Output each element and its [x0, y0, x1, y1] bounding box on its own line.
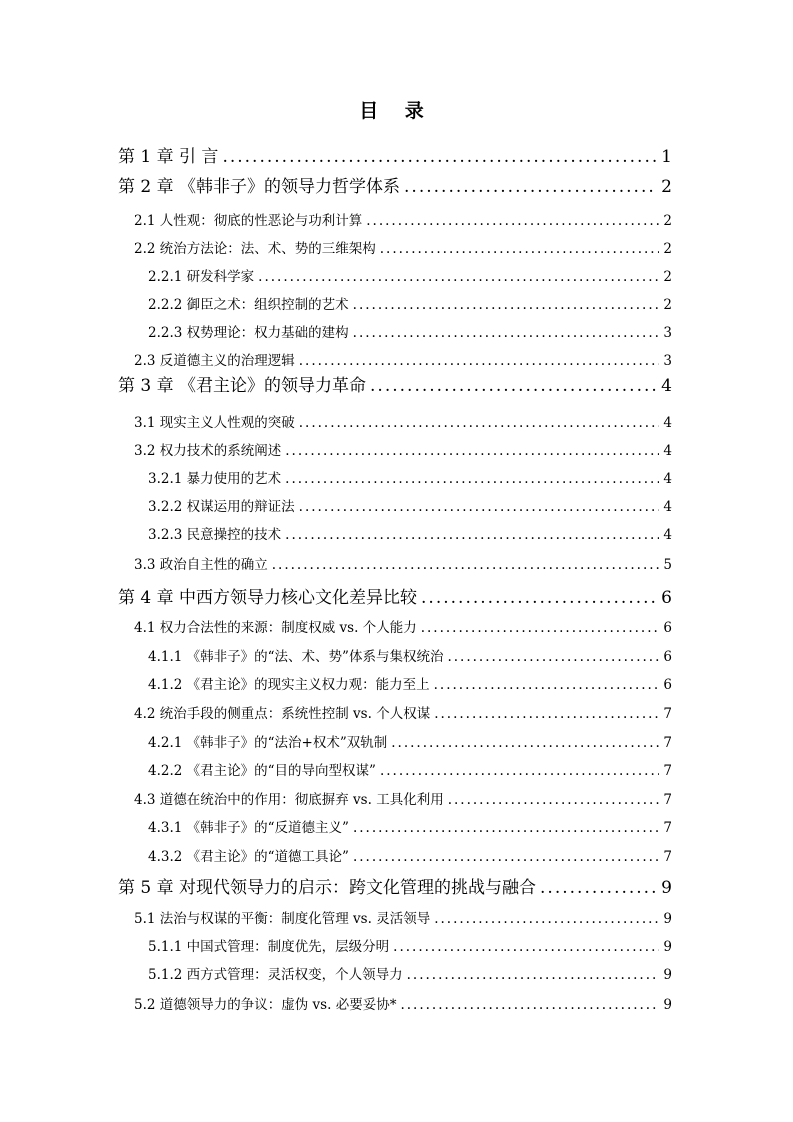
toc-leader-dots	[285, 521, 659, 549]
toc-page-number: 9	[663, 967, 672, 983]
toc-leader-dots	[380, 235, 660, 263]
toc-entry-label: 4.2 统治手段的侧重点：系统性控制 vs. 个人权谋	[134, 706, 431, 722]
toc-page-number: 3	[663, 353, 672, 369]
toc-entry-label: 4.3.1 《韩非子》的“反道德主义”	[148, 820, 349, 836]
toc-page-number: 7	[663, 735, 672, 751]
toc-entry-label: 5.1.2 西方式管理：灵活权变，个人领导力	[148, 967, 403, 983]
toc-entry[interactable]	[134, 991, 672, 1019]
toc-page-number: 6	[663, 620, 672, 636]
toc-entry-label: 2.3 反道德主义的治理逻辑	[134, 353, 295, 369]
toc-leader-dots	[380, 757, 659, 785]
toc-entry[interactable]	[148, 521, 672, 549]
toc-entry[interactable]	[148, 814, 672, 842]
toc-entry-label: 4.3.2 《君主论》的“道德工具论”	[148, 849, 349, 865]
toc-entry[interactable]	[148, 263, 672, 291]
toc-page-number: 2	[661, 177, 672, 197]
toc-entry-label: 第 4 章 中西方领导力核心文化差异比较	[118, 588, 418, 608]
toc-entry-label: 4.3 道德在统治中的作用：彻底摒弃 vs. 工具化利用	[134, 792, 444, 808]
toc-entry[interactable]	[148, 757, 672, 785]
toc-page-number: 6	[663, 677, 672, 693]
toc-leader-dots	[366, 207, 659, 235]
toc-entry-label: 4.2.2 《君主论》的“目的导向型权谋”	[148, 763, 376, 779]
toc-entry-label: 2.1 人性观：彻底的性恶论与功利计算	[134, 213, 363, 229]
toc-page-number: 7	[663, 820, 672, 836]
toc-leader-dots	[258, 263, 659, 291]
toc-entry[interactable]	[118, 172, 672, 202]
toc-entry-label: 4.1.2 《君主论》的现实主义权力观：能力至上	[148, 677, 430, 693]
toc-page-number: 3	[663, 325, 672, 341]
toc-entry[interactable]	[148, 961, 672, 989]
toc-entry[interactable]	[134, 905, 672, 933]
toc-entry-label: 3.2 权力技术的系统阐述	[134, 443, 282, 459]
toc-entry[interactable]	[118, 583, 672, 613]
toc-entry-label: 3.2.1 暴力使用的艺术	[148, 471, 282, 487]
toc-entry[interactable]	[148, 843, 672, 871]
toc-leader-dots	[407, 961, 660, 989]
toc-entry[interactable]	[118, 873, 672, 903]
toc-entry-label: 5.2 道德领导力的争议：虚伪 vs. 必要妥协*	[134, 997, 397, 1013]
toc-page-number: 9	[663, 939, 672, 955]
toc-page-number: 1	[661, 147, 672, 167]
toc-entry-label: 第 3 章 《君主论》的领导力革命	[118, 376, 367, 396]
toc-page-number: 4	[663, 415, 672, 431]
toc-entry[interactable]	[118, 142, 672, 172]
toc-page-number: 2	[663, 297, 672, 313]
toc-page-number: 6	[663, 649, 672, 665]
toc-leader-dots	[353, 291, 660, 319]
toc-entry[interactable]	[148, 933, 672, 961]
toc-page-number: 4	[661, 376, 672, 396]
toc-entry[interactable]	[134, 235, 672, 263]
toc-entry[interactable]	[134, 614, 672, 642]
toc-leader-dots	[353, 843, 659, 871]
toc-entry-label: 2.2.1 研发科学家	[148, 269, 255, 285]
toc-entry-label: 5.1.1 中国式管理：制度优先，层级分明	[148, 939, 390, 955]
toc-leader-dots	[393, 933, 659, 961]
toc-leader-dots	[391, 729, 659, 757]
toc-entry-label: 3.2.3 民意操控的技术	[148, 527, 282, 543]
toc-page-number: 6	[661, 588, 672, 608]
toc-page-number: 9	[661, 878, 672, 898]
toc-entry-label: 3.1 现实主义人性观的突破	[134, 415, 295, 431]
toc-entry-label: 第 1 章 引 言	[118, 147, 219, 167]
toc-entry-label: 2.2.2 御臣之术：组织控制的艺术	[148, 297, 349, 313]
toc-leader-dots	[299, 493, 660, 521]
toc-page-number: 7	[663, 849, 672, 865]
toc-entry[interactable]	[134, 207, 672, 235]
toc-leader-dots	[448, 786, 660, 814]
toc-leader-dots	[421, 583, 657, 613]
toc-leader-dots	[272, 551, 660, 579]
toc-leader-dots	[434, 671, 660, 699]
toc-leader-dots	[285, 437, 659, 465]
toc-entry[interactable]	[134, 437, 672, 465]
toc-entry-label: 第 2 章 《韩非子》的领导力哲学体系	[118, 177, 401, 197]
toc-entry[interactable]	[134, 409, 672, 437]
toc-entry[interactable]	[148, 671, 672, 699]
toc-page-number: 4	[663, 471, 672, 487]
toc-leader-dots	[434, 905, 659, 933]
toc-page-number: 4	[663, 499, 672, 515]
toc-leader-dots	[222, 142, 657, 172]
toc-leader-dots	[404, 172, 657, 202]
toc-page-number: 7	[663, 763, 672, 779]
toc-page-number: 5	[663, 557, 672, 573]
toc-entry-label: 5.1 法治与权谋的平衡：制度化管理 vs. 灵活领导	[134, 911, 431, 927]
toc-page-number: 4	[663, 527, 672, 543]
toc-leader-dots	[353, 319, 660, 347]
toc-entry[interactable]	[148, 643, 672, 671]
toc-title: 目 录	[359, 100, 434, 122]
toc-page-number: 2	[663, 241, 672, 257]
toc-leader-dots	[370, 371, 657, 401]
toc-page-number: 4	[663, 443, 672, 459]
toc-leader-dots	[434, 700, 659, 728]
toc-leader-dots	[353, 814, 659, 842]
toc-entry[interactable]	[148, 465, 672, 493]
toc-entry[interactable]	[134, 700, 672, 728]
toc-page-number: 7	[663, 706, 672, 722]
toc-entry-label: 4.2.1 《韩非子》的“法治+权术”双轨制	[148, 735, 388, 751]
toc-entry[interactable]	[148, 493, 672, 521]
toc-leader-dots	[299, 409, 660, 437]
toc-entry[interactable]	[148, 319, 672, 347]
toc-entry-label: 4.1.1 《韩非子》的“法、术、势”体系与集权统治	[148, 649, 444, 665]
toc-entry-label: 第 5 章 对现代领导力的启示：跨文化管理的挑战与融合	[118, 878, 537, 898]
toc-page-number: 2	[663, 213, 672, 229]
toc-page-number: 2	[663, 269, 672, 285]
toc-leader-dots	[421, 614, 660, 642]
toc-entry-label: 3.2.2 权谋运用的辩证法	[148, 499, 295, 515]
toc-leader-dots	[285, 465, 659, 493]
toc-entry[interactable]	[148, 729, 672, 757]
toc-entry-label: 2.2 统治方法论：法、术、势的三维架构	[134, 241, 376, 257]
toc-entry-label: 3.3 政治自主性的确立	[134, 557, 268, 573]
toc-entry[interactable]	[148, 291, 672, 319]
toc-leader-dots	[400, 991, 659, 1019]
toc-leader-dots	[447, 643, 659, 671]
toc-entry-label: 4.1 权力合法性的来源：制度权威 vs. 个人能力	[134, 620, 417, 636]
toc-page-number: 7	[663, 792, 672, 808]
toc-page-number: 9	[663, 911, 672, 927]
toc-entry-label: 2.2.3 权势理论：权力基础的建构	[148, 325, 349, 341]
toc-entry[interactable]	[118, 371, 672, 401]
toc-page-number: 9	[663, 997, 672, 1013]
toc-leader-dots	[540, 873, 657, 903]
toc-entry[interactable]	[134, 786, 672, 814]
toc-entry[interactable]	[134, 551, 672, 579]
